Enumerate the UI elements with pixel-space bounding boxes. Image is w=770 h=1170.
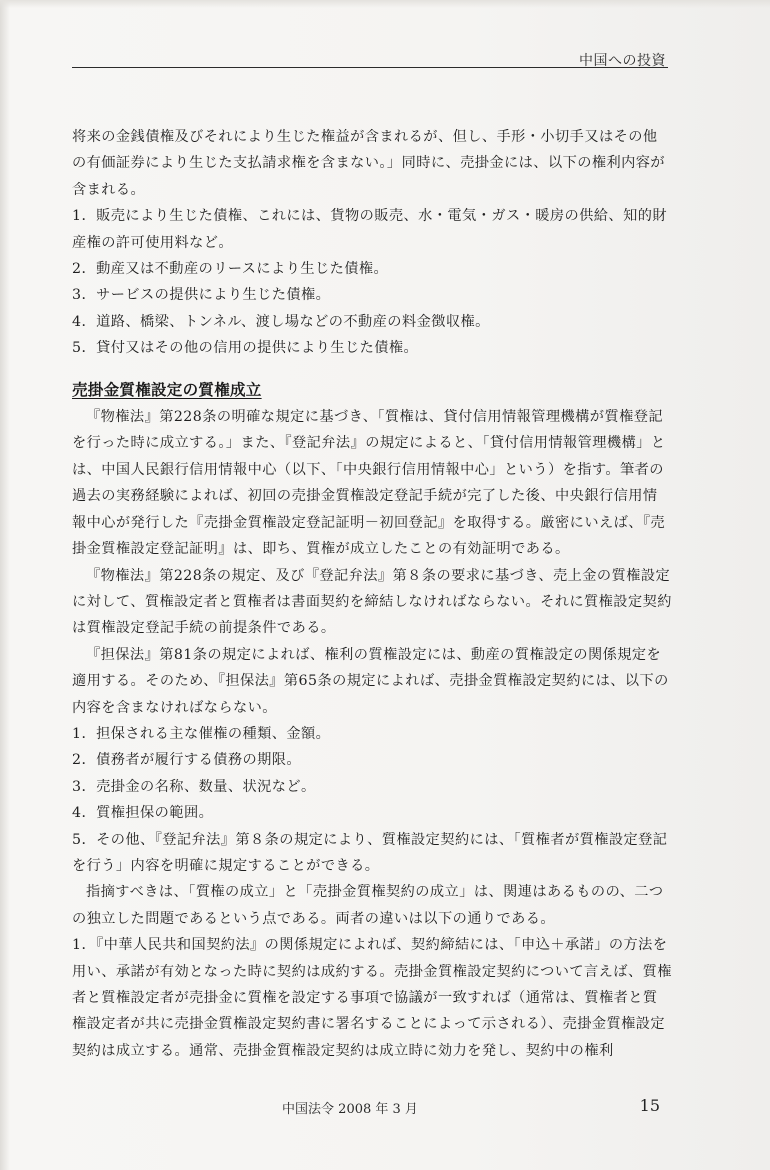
list-item: 1．担保される主な催権の種類、金額。 — [72, 725, 331, 742]
list-item: 2．動産又は不動産のリースにより生じた債権。 — [72, 261, 389, 278]
header-rule — [72, 67, 668, 68]
page-top-shade — [0, 0, 770, 8]
list-item: 3．売掛金の名称、数量、状況など。 — [72, 778, 316, 795]
list-item: 5．貸付又はその他の信用の提供により生じた債権。 — [72, 340, 419, 357]
list-item: 2．債務者が履行する債務の期限。 — [72, 752, 302, 769]
paragraph: 『物権法』第228条の規定、及び『登記弁法』第８条の要求に基づき、売上金の質権設定に対して、質権設定者と質権者は書面契約を締結しなければならない。それに質権設定契約は質権設定登記手続の前提条件である。 — [72, 567, 672, 637]
paragraph: 指摘すべきは、「質権の成立」と「売掛金質権契約の成立」は、関連はあるものの、二つの独立した問題であるという点である。両者の違いは以下の通りである。 — [72, 884, 664, 927]
paragraph: 『物権法』第228条の明確な規定に基づき、「質権は、貸付信用情報管理機構が質権登記を行った時に成立する。」また、『登記弁法』の規定によると、「貸付信用情報管理機構」とは、中国人民銀行信用情報中心（以下、「中央銀行信用情報中心」という）を指す。筆者の過去の実務経験によれば、初回の売掛金質権設定登記手続が完了した後、中央銀行信用情報中心が発行した『売掛金質権設定登記証明－初回登記』を取得する。厳密にいえば、『売掛金質権設定登記証明』は、即ち、質権が成立したことの有効証明である。 — [72, 409, 666, 558]
list-item: 5．その他、『登記弁法』第８条の規定により、質権設定契約には、「質権者が質権設定登記を行う」内容を明確に規定することができる。 — [72, 831, 668, 874]
paragraph: 『担保法』第81条の規定によれば、権利の質権設定には、動産の質権設定の関係規定を適用する。そのため、『担保法』第65条の規定によれば、売掛金質権設定契約には、以下の内容を含まなければならない。 — [72, 646, 669, 716]
list-item: 1．『中華人民共和国契約法』の関係規定によれば、契約締結には、「申込＋承諾」の方法を用い、承諾が有効となった時に契約は成約する。売掛金質権設定契約について言えば、質権者と質権設定者が売掛金に質権を設定する事項で協議が一致すれば（通常は、質権者と質権設定者が共に売掛金質権設定契約書に署名することによって示される）、売掛金質権設定契約は成立する。通常、売掛金質権設定契約は成立時に効力を発し、契約中の権利 — [72, 937, 672, 1059]
page-number: 15 — [639, 1096, 660, 1115]
running-header: 中国への投資 — [579, 53, 666, 69]
body-text — [72, 124, 672, 1064]
list-item: 4．道路、橋梁、トンネル、渡し場などの不動産の料金徴収権。 — [72, 313, 490, 330]
section-heading: 売掛金質権設定の質権成立 — [72, 380, 262, 399]
list-item: 1．販売により生じた債権、これには、貨物の販売、水・電気・ガス・暖房の供給、知的財産権の許可使用料など。 — [72, 208, 667, 251]
page-edge-shadow — [0, 0, 10, 1170]
list-item: 4．質権担保の範囲。 — [72, 805, 214, 822]
list-item: 3．サービスの提供により生じた債権。 — [72, 287, 331, 304]
paragraph: 将来の金銭債権及びそれにより生じた権益が含まれるが、但し、手形・小切手又はその他の有価証券により生じた支払請求権を含まない。」同時に、売掛金には、以下の権利内容が含まれる。 — [72, 129, 666, 198]
footer-publication: 中国法令 2008 年 3 月 — [282, 1102, 418, 1117]
